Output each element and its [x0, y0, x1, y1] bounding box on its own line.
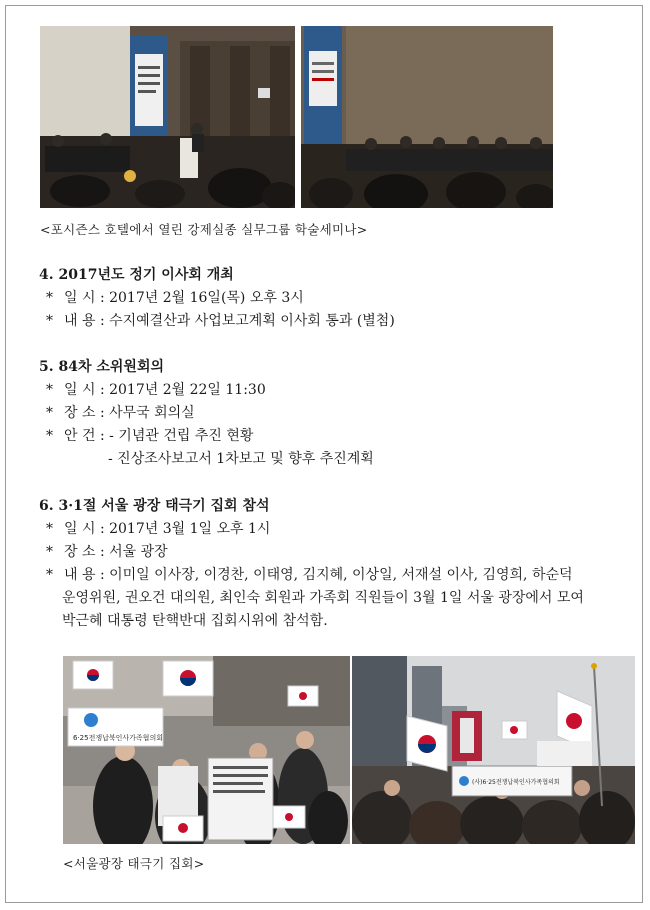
bullet: *: [46, 521, 53, 537]
bullet: *: [46, 428, 53, 444]
section-6-place: [46, 541, 168, 561]
rally-photo-left: [63, 656, 350, 844]
rally-photo-right: [352, 656, 635, 844]
section-4-content: [46, 310, 395, 330]
section-5-agenda-sub: - 진상조사보고서 1차보고 및 향후 추진계획: [108, 451, 374, 467]
item-text: 내 용 : 수지예결산과 사업보고계획 이사회 통과 (별첨): [64, 313, 395, 329]
document-page: [5, 5, 643, 903]
item-text: 장 소 : 서울 광장: [64, 544, 168, 560]
seminar-photo-right: [301, 26, 553, 208]
section-6-title: 6. 3·1절 서울 광장 태극기 집회 참석: [39, 498, 270, 514]
bullet: *: [46, 313, 53, 329]
bullet: *: [46, 405, 53, 421]
section-5-place: [46, 402, 195, 422]
item-text: 일 시 : 2017년 3월 1일 오후 1시: [64, 521, 271, 537]
section-5-title: 5. 84차 소위원회의: [39, 359, 164, 375]
section-5-date: [46, 379, 266, 399]
bullet: *: [46, 290, 53, 306]
item-text: 장 소 : 사무국 회의실: [64, 405, 195, 421]
section-4-title: 4. 2017년도 정기 이사회 개최: [39, 267, 234, 283]
section-5-agenda: [46, 425, 253, 445]
seminar-photo-left: [40, 26, 295, 208]
section-6-date: [46, 518, 270, 538]
rally-banner-right-text: (사)6·25전쟁납북인사가족협의회: [472, 779, 560, 786]
section-6-content: [46, 564, 573, 584]
section-6-content-line-2: 운영위원, 권오건 대의원, 최인숙 회원과 가족회 직원들이 3월 1일 서울 광장에서 모여: [62, 590, 584, 606]
rally-banner-left-text: 6·25전쟁납북인사가족협의회: [73, 734, 163, 742]
bullet: *: [46, 544, 53, 560]
section-4-date: [46, 287, 304, 307]
top-photo-caption: <포시즌스 호텔에서 열린 강제실종 실무그룹 학술세미나>: [40, 222, 368, 237]
item-text: 안 건 : - 기념관 건립 추진 현황: [64, 428, 254, 444]
bullet: *: [46, 567, 53, 583]
item-text: 일 시 : 2017년 2월 16일(목) 오후 3시: [64, 290, 304, 306]
item-text: 일 시 : 2017년 2월 22일 11:30: [64, 382, 266, 398]
section-6-content-line-3: 박근혜 대통령 탄핵반대 집회시위에 참석함.: [62, 613, 328, 629]
item-text: 내 용 : 이미일 이사장, 이경찬, 이태영, 김지혜, 이상일, 서재설 이사, 김영희, 하순덕: [64, 567, 573, 583]
bullet: *: [46, 382, 53, 398]
bottom-photo-caption: <서울광장 태극기 집회>: [63, 856, 205, 871]
